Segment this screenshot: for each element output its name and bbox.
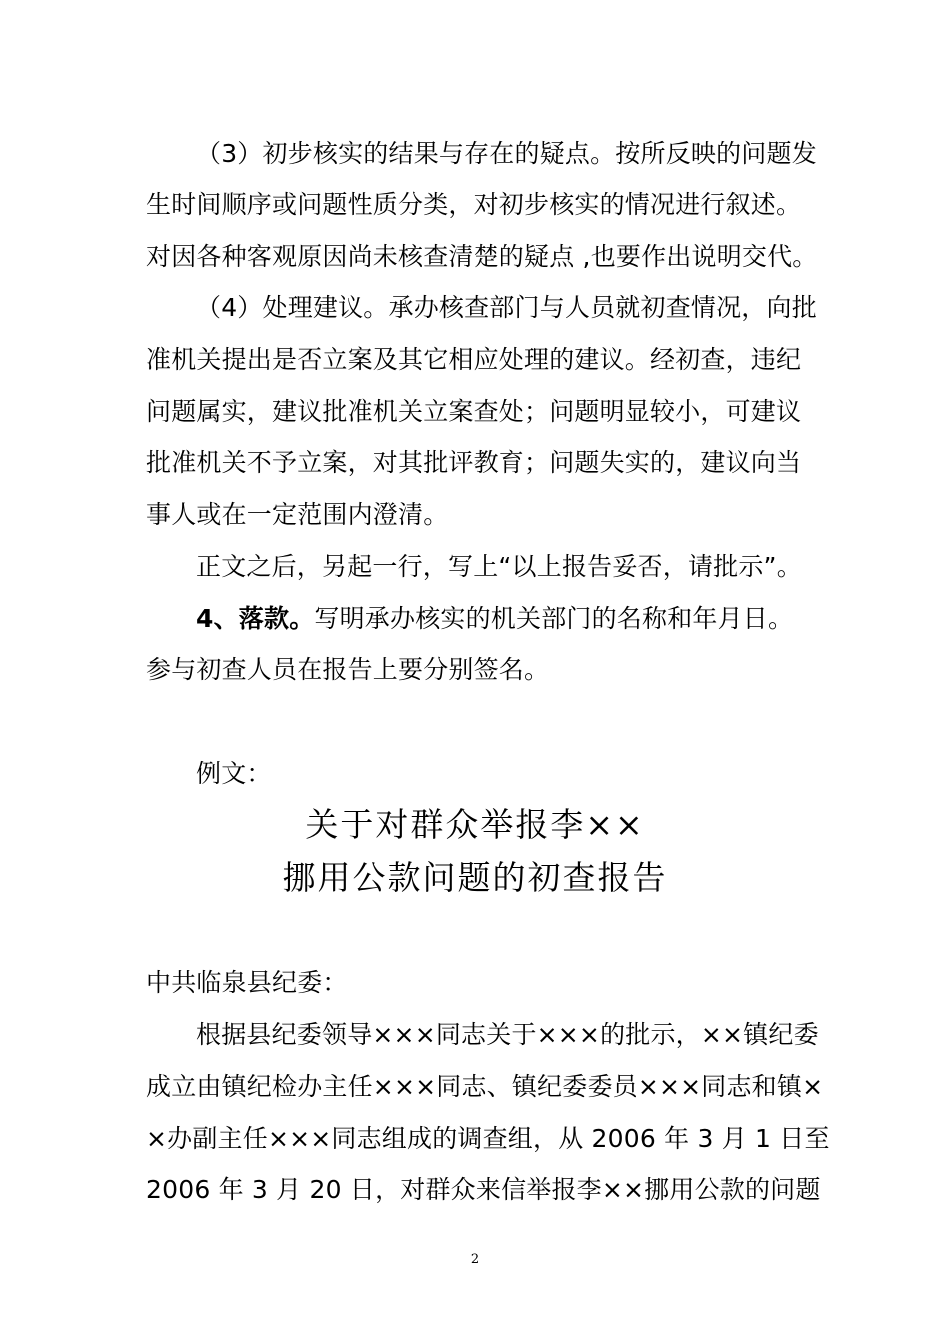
signature-paragraph-line-1 [196, 602, 810, 636]
example-title-line-1: 关于对群众举报李×× [305, 805, 645, 844]
example-body-line-1: 根据县纪委领导×××同志关于×××的批示，××镇纪委 [196, 1020, 819, 1049]
paragraph-4-line-1: （4）处理建议。承办核查部门与人员就初查情况，向批 [196, 293, 817, 322]
example-addressee: 中共临泉县纪委： [146, 968, 348, 997]
paragraph-4-line-3: 问题属实，建议批准机关立案查处；问题明显较小，可建议 [146, 397, 802, 426]
paragraph-3-line-2: 生时间顺序或问题性质分类，对初步核实的情况进行叙述。 [146, 190, 802, 219]
paragraph-3-line-3: 对因各种客观原因尚未核查清楚的疑点 ,也要作出说明交代。 [146, 242, 818, 271]
example-label: 例文： [196, 759, 272, 788]
paragraph-3-line-1: （3）初步核实的结果与存在的疑点。按所反映的问题发 [196, 139, 817, 168]
example-title-line-2: 挪用公款问题的初查报告 [282, 858, 668, 897]
example-body-line-2: 成立由镇纪检办主任×××同志、镇纪委委员×××同志和镇× [146, 1072, 824, 1101]
paragraph-4-line-2: 准机关提出是否立案及其它相应处理的建议。经初查，违纪 [146, 345, 802, 374]
example-body-line-4: 2006 年 3 月 20 日，对群众来信举报李××挪用公款的问题 [146, 1175, 821, 1204]
signature-heading: 4、落款。 [196, 604, 315, 633]
paragraph-4-line-5: 事人或在一定范围内澄清。 [146, 500, 449, 529]
paragraph-4-line-4: 批准机关不予立案，对其批评教育；问题失实的，建议向当 [146, 448, 802, 477]
page-number: 2 [470, 1252, 480, 1267]
closing-instruction: 正文之后，另起一行，写上“以上报告妥否，请批示”。 [196, 552, 802, 581]
example-body-line-3: ×办副主任×××同志组成的调查组，从 2006 年 3 月 1 日至 [146, 1124, 830, 1153]
signature-text: 写明承办核实的机关部门的名称和年月日。 [314, 604, 794, 633]
signature-paragraph-line-2: 参与初查人员在报告上要分别签名。 [146, 655, 550, 684]
